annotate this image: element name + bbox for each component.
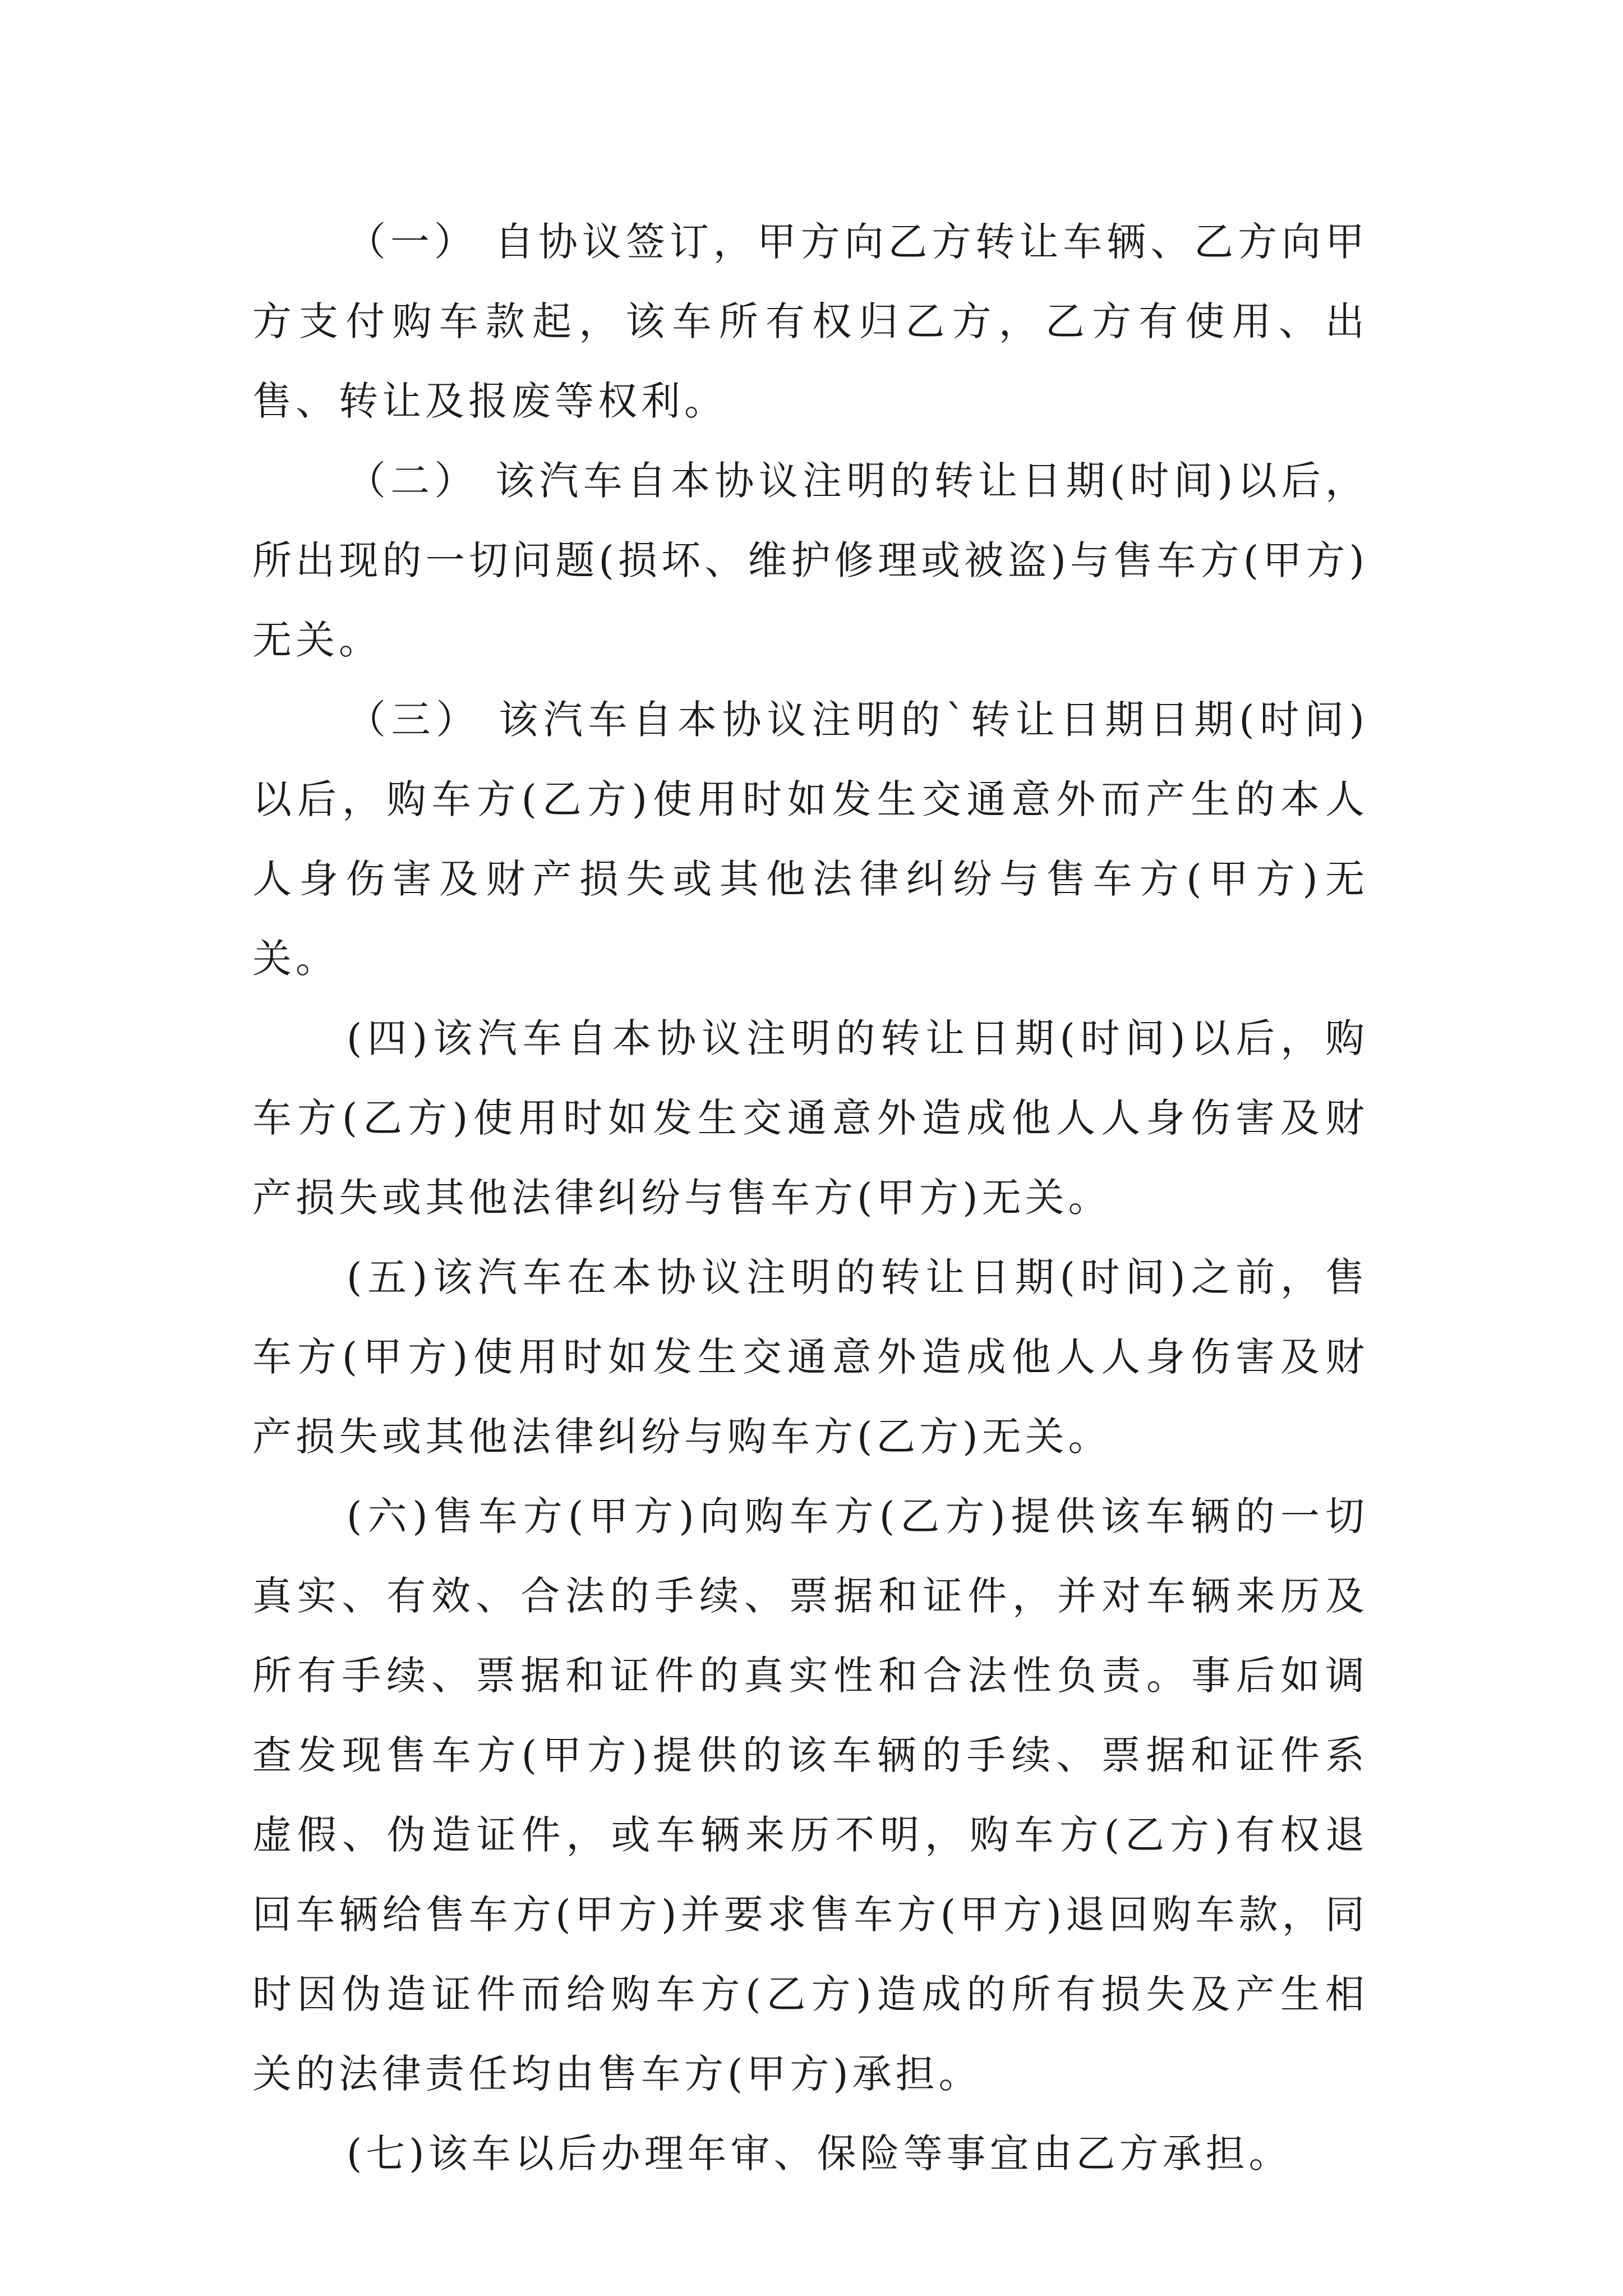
clause-5: (五)该汽车在本协议注明的转让日期(时间)之前，售车方(甲方)使用时如发生交通意外造成他人人身伤害及财产损失或其他法律纠纷与购车方(乙方)无关。 <box>252 1254 1368 1460</box>
clause-7: (七)该车以后办理年审、保险等事宜由乙方承担。 <box>347 2131 1292 2177</box>
document-body <box>252 202 1368 2193</box>
clause-4: (四)该汽车自本协议注明的转让日期(时间)以后，购车方(乙方)使用时如发生交通意外造成他人人身伤害及财产损失或其他法律纠纷与售车方(甲方)无关。 <box>252 1015 1368 1221</box>
clause-6: (六)售车方(甲方)向购车方(乙方)提供该车辆的一切真实、有效、合法的手续、票据和证件，并对车辆来历及所有手续、票据和证件的真实性和合法性负责。事后如调查发现售车方(甲方)提供的该车辆的手续、票据和证件系虚假、伪造证件，或车辆来历不明，购车方(乙方)有权退回车辆给售车方(甲方)并要求售车方(甲方)退回购车款，同时因伪造证件而给购车方(乙方)造成的所有损失及产生相关的法律责任均由售车方(甲方)承担。 <box>252 1493 1368 2097</box>
clause-1: （一） 自协议签订，甲方向乙方转让车辆、乙方向甲方支付购车款起，该车所有权归乙方，乙方有使用、出售、转让及报废等权利。 <box>252 219 1368 424</box>
clause-2: （二） 该汽车自本协议注明的转让日期(时间)以后，所出现的一切问题(损坏、维护修理或被盗)与售车方(甲方)无关。 <box>252 458 1368 663</box>
clause-3: （三） 该汽车自本协议注明的`转让日期日期(时间)以后，购车方(乙方)使用时如发生交通意外而产生的本人人身伤害及财产损失或其他法律纠纷与售车方(甲方)无关。 <box>252 697 1368 982</box>
